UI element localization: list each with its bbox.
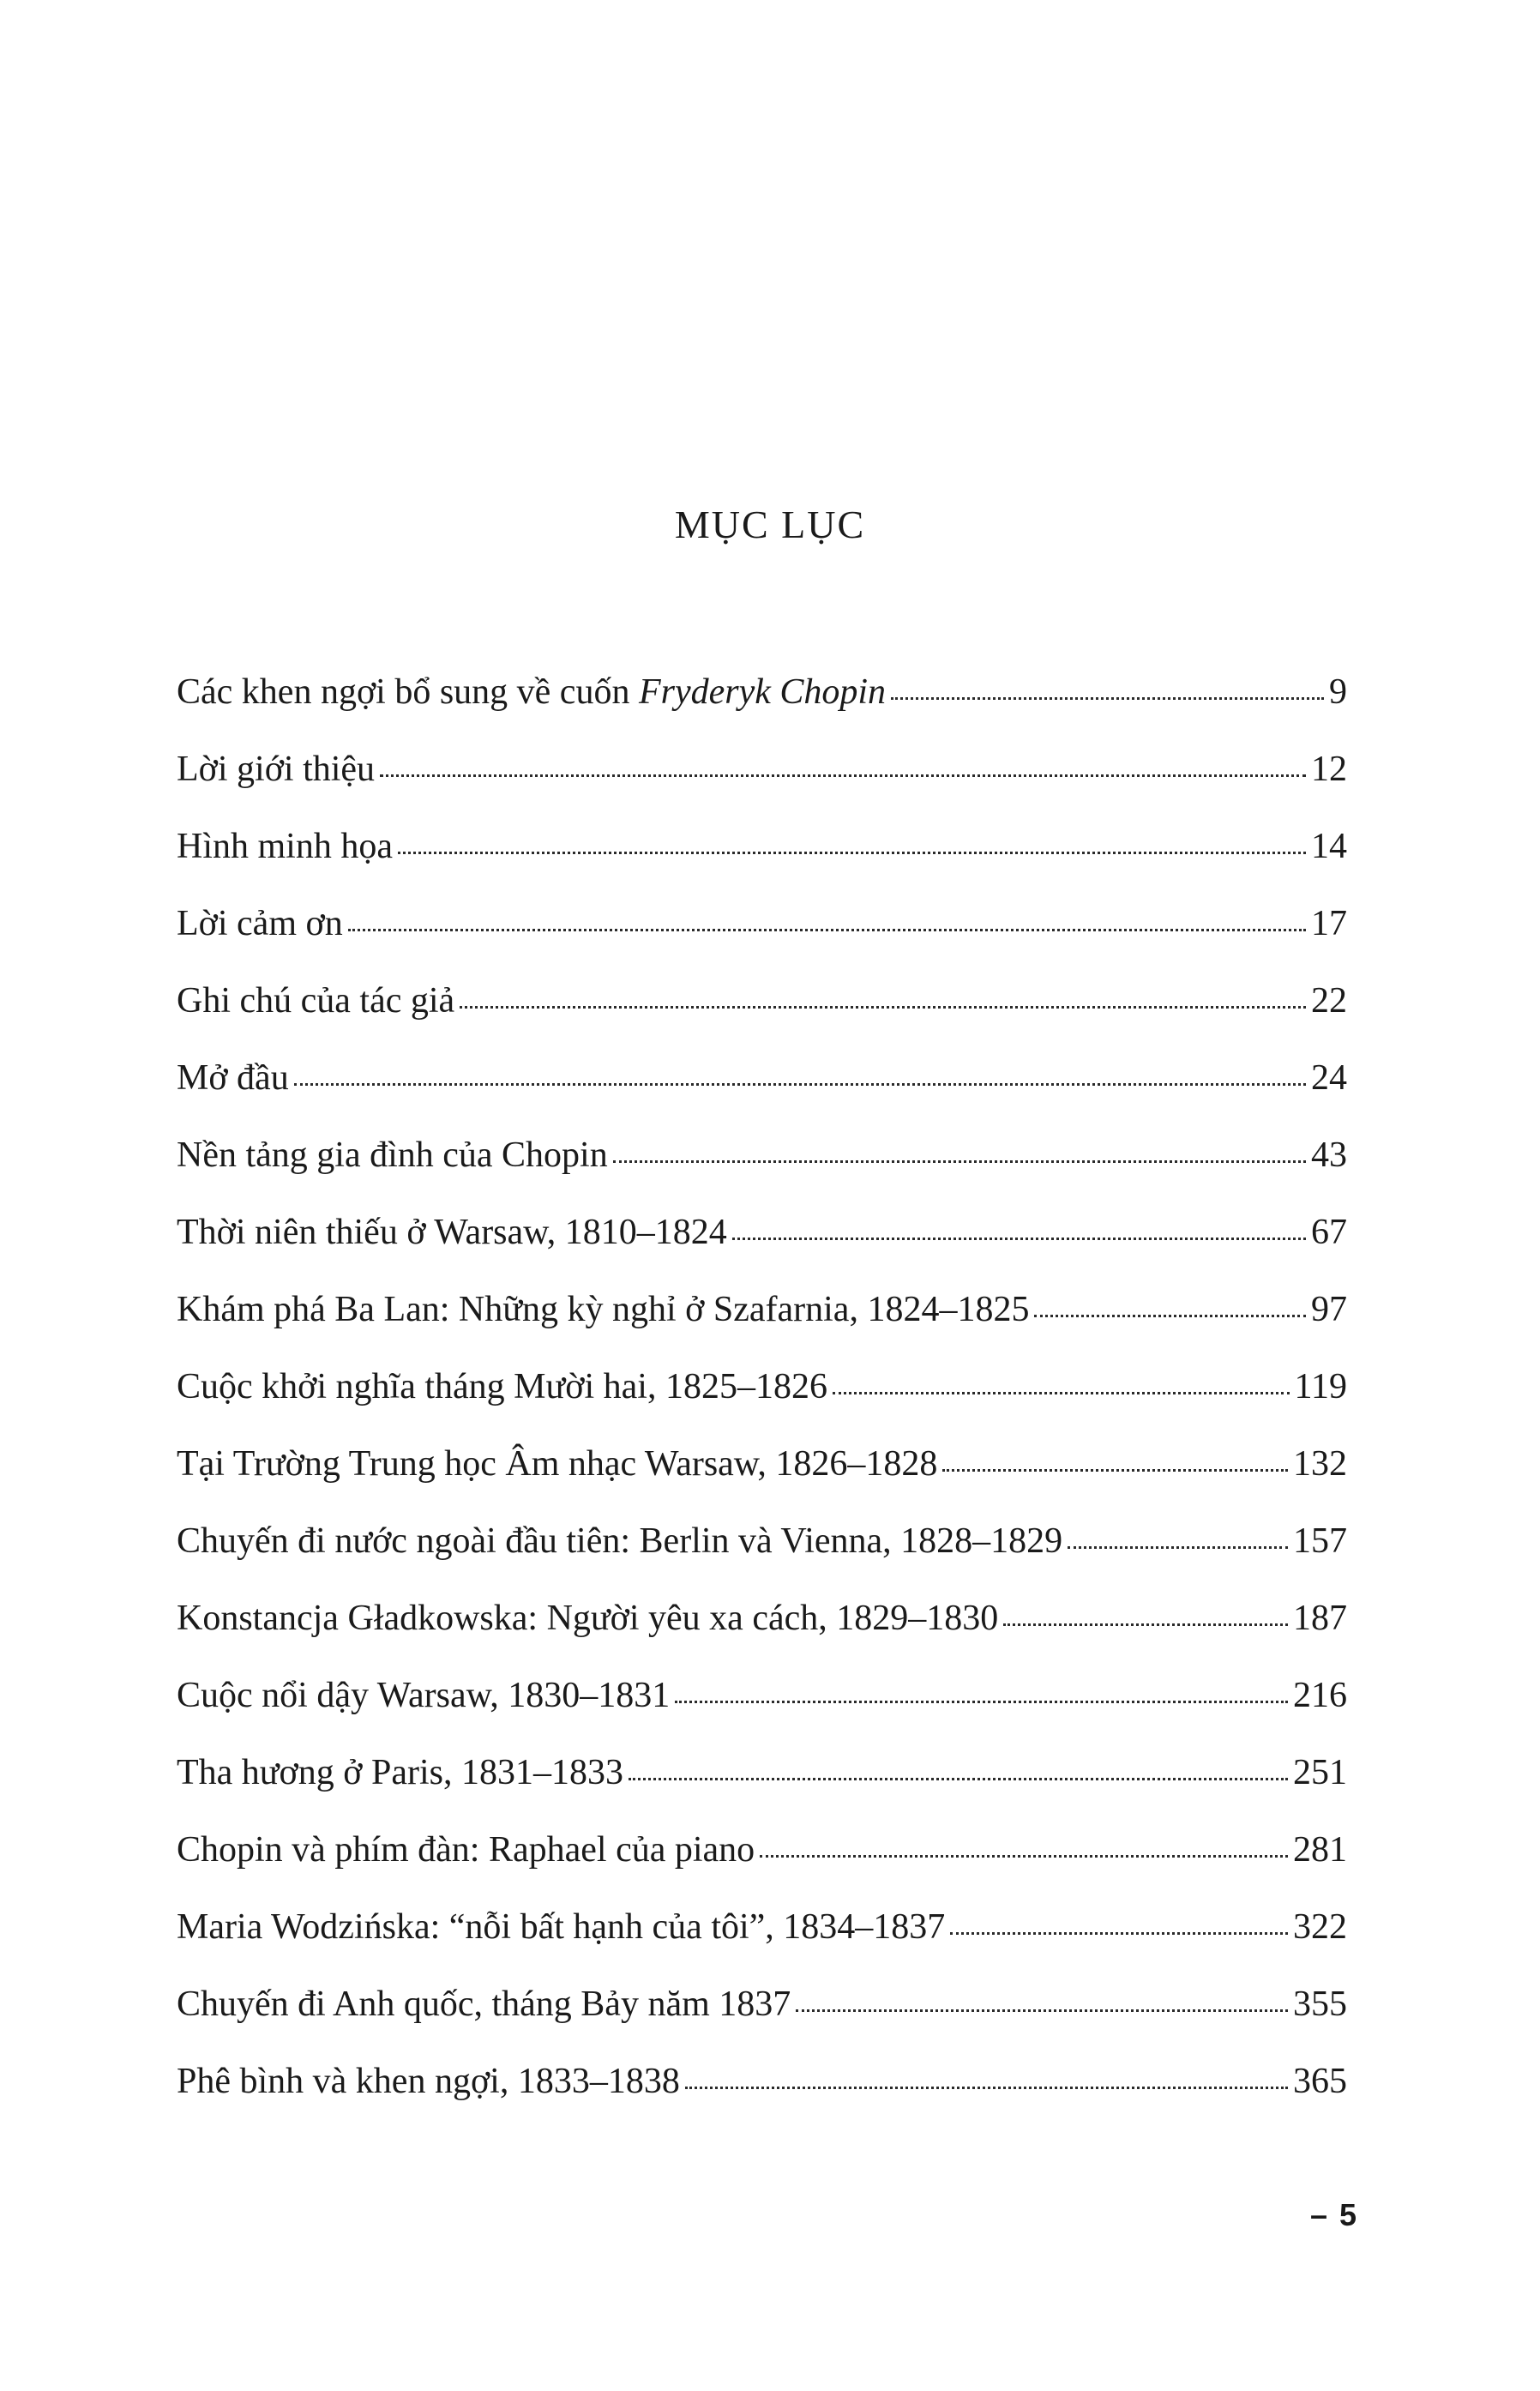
dot-leader (380, 774, 1306, 777)
toc-entry-page: 43 (1311, 1135, 1347, 1175)
dot-leader (950, 1932, 1288, 1935)
toc-entry (177, 1677, 1347, 1755)
dot-leader (629, 1778, 1288, 1780)
toc-entry-page: 24 (1311, 1058, 1347, 1098)
toc-entry-page: 157 (1293, 1521, 1347, 1561)
toc-entry-label-text: Tại Trường Trung học Âm nhạc Warsaw, 1826–1828 (177, 1444, 938, 1484)
toc-entry-label-text: Lời cảm ơn (177, 904, 343, 943)
toc-entry-label (177, 1677, 670, 1713)
toc-entry (177, 906, 1347, 983)
toc-entry-label (177, 828, 393, 864)
toc-entry (177, 1832, 1347, 1909)
toc-entry-page: 365 (1293, 2062, 1347, 2101)
dot-leader (675, 1701, 1288, 1703)
toc-entry (177, 1600, 1347, 1677)
toc-entry-page: 67 (1311, 1213, 1347, 1252)
toc-entry-label-text: Cuộc nổi dậy Warsaw, 1830–1831 (177, 1676, 671, 1715)
toc-entry-label-text: Ghi chú của tác giả (177, 981, 455, 1021)
dot-leader (1003, 1623, 1288, 1626)
toc-entry-label-text: Các khen ngợi bổ sung về cuốn (177, 672, 639, 712)
toc-entry-label (177, 1523, 1062, 1559)
page-number: – 5 (1309, 2197, 1358, 2232)
dot-leader (732, 1238, 1306, 1240)
dot-leader (348, 929, 1306, 931)
dot-leader (398, 852, 1306, 854)
toc-entry-label-text: Mở đầu (177, 1058, 289, 1098)
toc-entry (177, 1292, 1347, 1369)
toc-entry-label (177, 1832, 755, 1868)
dot-leader (942, 1469, 1288, 1472)
toc-entry-label-text: Hình minh họa (177, 827, 393, 866)
dot-leader (833, 1392, 1290, 1394)
toc-entry-label (177, 1137, 608, 1173)
toc-entry (177, 983, 1347, 1060)
toc-entry (177, 1909, 1347, 1986)
toc-entry (177, 2063, 1347, 2141)
toc-entry-label (177, 1369, 827, 1405)
toc-entry-page: 216 (1293, 1676, 1347, 1715)
toc-entry (177, 1214, 1347, 1292)
toc-entry-page: 355 (1293, 1984, 1347, 2024)
toc-entry-label (177, 1986, 791, 2022)
toc-entry-label-text: Chuyến đi Anh quốc, tháng Bảy năm 1837 (177, 1984, 791, 2024)
dot-leader (460, 1006, 1306, 1009)
toc-entry-page: 17 (1311, 904, 1347, 943)
toc-list (177, 674, 1347, 2141)
toc-entry-label-text: Nền tảng gia đình của Chopin (177, 1135, 608, 1175)
toc-entry-label-text: Phê bình và khen ngợi, 1833–1838 (177, 2062, 680, 2101)
dot-leader (891, 697, 1324, 700)
dot-leader (1068, 1546, 1288, 1549)
toc-entry (177, 1523, 1347, 1600)
dot-leader (1034, 1315, 1306, 1317)
toc-entry-page: 22 (1311, 981, 1347, 1021)
toc-entry (177, 1060, 1347, 1137)
toc-entry-label (177, 1446, 937, 1482)
toc-entry-label-text: Cuộc khởi nghĩa tháng Mười hai, 1825–1826 (177, 1367, 827, 1406)
toc-entry-label-text: Tha hương ở Paris, 1831–1833 (177, 1753, 623, 1792)
toc-entry-label (177, 674, 886, 710)
toc-entry (177, 1755, 1347, 1832)
dot-leader (796, 2009, 1288, 2012)
toc-entry-page: 9 (1329, 672, 1347, 712)
toc-entry (177, 1446, 1347, 1523)
toc-entry-label-text: Konstancja Gładkowska: Người yêu xa cách, 1829–1830 (177, 1599, 999, 1638)
toc-entry-label (177, 1060, 289, 1096)
toc-entry-page: 132 (1293, 1444, 1347, 1484)
toc-entry-label-text: Lời giới thiệu (177, 750, 376, 789)
toc-entry-page: 14 (1311, 827, 1347, 866)
toc-entry-label (177, 2063, 680, 2099)
toc-entry-label (177, 1600, 998, 1636)
toc-entry (177, 1369, 1347, 1446)
toc-entry-label-text: Maria Wodzińska: “nỗi bất hạnh của tôi”, 1834–1837 (177, 1907, 946, 1947)
toc-entry-label-text: Chuyến đi nước ngoài đầu tiên: Berlin và Vienna, 1828–1829 (177, 1521, 1063, 1561)
toc-entry-label (177, 1909, 945, 1945)
toc-entry (177, 1137, 1347, 1214)
toc-entry-label-text: Thời niên thiếu ở Warsaw, 1810–1824 (177, 1213, 727, 1252)
toc-entry-label-text: Khám phá Ba Lan: Những kỳ nghỉ ở Szafarnia, 1824–1825 (177, 1290, 1030, 1329)
toc-entry-label-italic: Fryderyk Chopin (638, 672, 887, 712)
toc-entry (177, 1986, 1347, 2063)
toc-entry-page: 251 (1293, 1753, 1347, 1792)
toc-entry-label (177, 1755, 623, 1791)
toc-entry-page: 97 (1311, 1290, 1347, 1329)
toc-entry-page: 119 (1294, 1367, 1347, 1406)
dot-leader (294, 1083, 1306, 1086)
toc-entry-label (177, 983, 454, 1019)
toc-entry-page: 322 (1293, 1907, 1347, 1947)
toc-entry-label (177, 906, 343, 942)
toc-entry (177, 828, 1347, 906)
toc-entry (177, 674, 1347, 751)
toc-entry-label (177, 1292, 1029, 1328)
toc-entry-label-text: Chopin và phím đàn: Raphael của piano (177, 1830, 755, 1870)
toc-entry-page: 12 (1311, 750, 1347, 789)
toc-title: MỤC LỤC (674, 503, 866, 546)
dot-leader (613, 1160, 1306, 1163)
toc-entry (177, 751, 1347, 828)
toc-entry-label (177, 1214, 727, 1250)
toc-entry-page: 281 (1293, 1830, 1347, 1870)
toc-entry-page: 187 (1293, 1599, 1347, 1638)
toc-entry-label (177, 751, 375, 787)
dot-leader (760, 1855, 1288, 1858)
dot-leader (685, 2087, 1288, 2089)
